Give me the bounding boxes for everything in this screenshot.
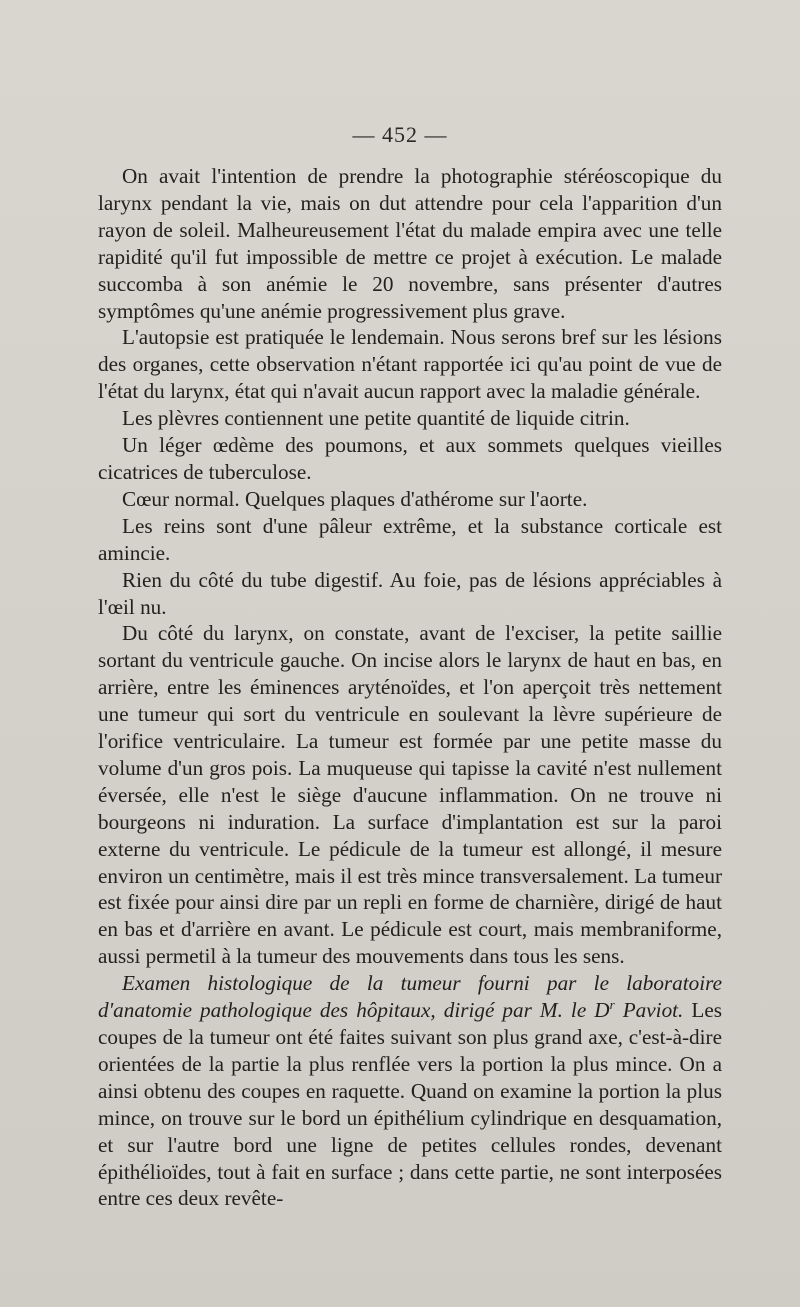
paragraph: Cœur normal. Quelques plaques d'athérome sur l'aorte. [122, 486, 588, 511]
paragraph: Les plèvres contiennent une petite quantité de liquide citrin. [122, 406, 630, 431]
histology-director: Paviot. [614, 998, 684, 1023]
histology-body: Les coupes de la tumeur ont été faites suivant son plus grand axe, c'est-à-dire orientées de la partie la plus renflée vers la portion la plus mince. On a ainsi obtenu des coupes en raquette. Quand on examine la portion la plus mince, on trouve sur le bord un épithélium cylindrique en desquamation, et sur l'autre bord une ligne de petites cellules rondes, devenant épithélioïdes, tout à fait en surface ; dans cette partie, ne sont interposées entre ces deux revête- [98, 998, 723, 1211]
paragraph: Rien du côté du tube digestif. Au foie, pas de lésions appréciables à l'œil nu. [98, 567, 722, 619]
paragraph: Les reins sont d'une pâleur extrême, et la substance corticale est amincie. [98, 513, 722, 565]
paragraph: L'autopsie est pratiquée le lendemain. Nous serons bref sur les lésions des organes, cette observation n'étant rapportée ici qu'au point de vue de l'état du larynx, état qui n'avait aucun rapport avec la maladie générale. [98, 325, 722, 404]
doctor-superscript: r [609, 997, 615, 1013]
paragraph: Un léger œdème des poumons, et aux sommets quelques vieilles cicatrices de tuberculose. [98, 433, 722, 484]
paragraph: Du côté du larynx, on constate, avant de l'exciser, la petite saillie sortant du ventricule gauche. On incise alors le larynx de haut en bas, en arrière, entre les éminences aryténoïdes, et l'on aperçoit très nettement une tumeur qui sort du ventricule en soulevant la lèvre supérieure de l'orifice ventriculaire. La tumeur est formée par une petite masse du volume d'un gros pois. La muqueuse qui tapisse la cavité n'est nullement éversée, elle n'est le siège d'aucune inflammation. On ne trouve ni bourgeons ni induration. La surface d'implantation est sur la paroi externe du ventricule. Le pédicule de la tumeur est allongé, il mesure environ un centimètre, mais il est très mince transversalement. La tumeur est fixée pour ainsi dire par un repli en forme de charnière, dirigé de haut en bas et d'arrière en avant. Le pédicule est court, mais membraniforme, aussi permetil à la tumeur des mouvements dans tous les sens. [98, 621, 722, 969]
page-number: — 452 — [352, 122, 448, 147]
histology-paragraph [98, 970, 722, 1212]
histology-heading: Examen histologique de la tumeur fourni par le laboratoire d'anatomie pathologique des hôpitaux, dirigé par M. le D [98, 971, 722, 1023]
paragraph: On avait l'intention de prendre la photographie stéréoscopique du larynx pendant la vie, mais on dut attendre pour cela l'apparition d'un rayon de soleil. Malheureusement l'état du malade empira avec une telle rapidité qu'il fut impossible de mettre ce projet à exécution. Le malade succomba à son anémie le 20 novembre, sans présenter d'autres symptômes qu'une anémie progressivement plus grave. [98, 164, 722, 323]
body-text [98, 163, 722, 1212]
